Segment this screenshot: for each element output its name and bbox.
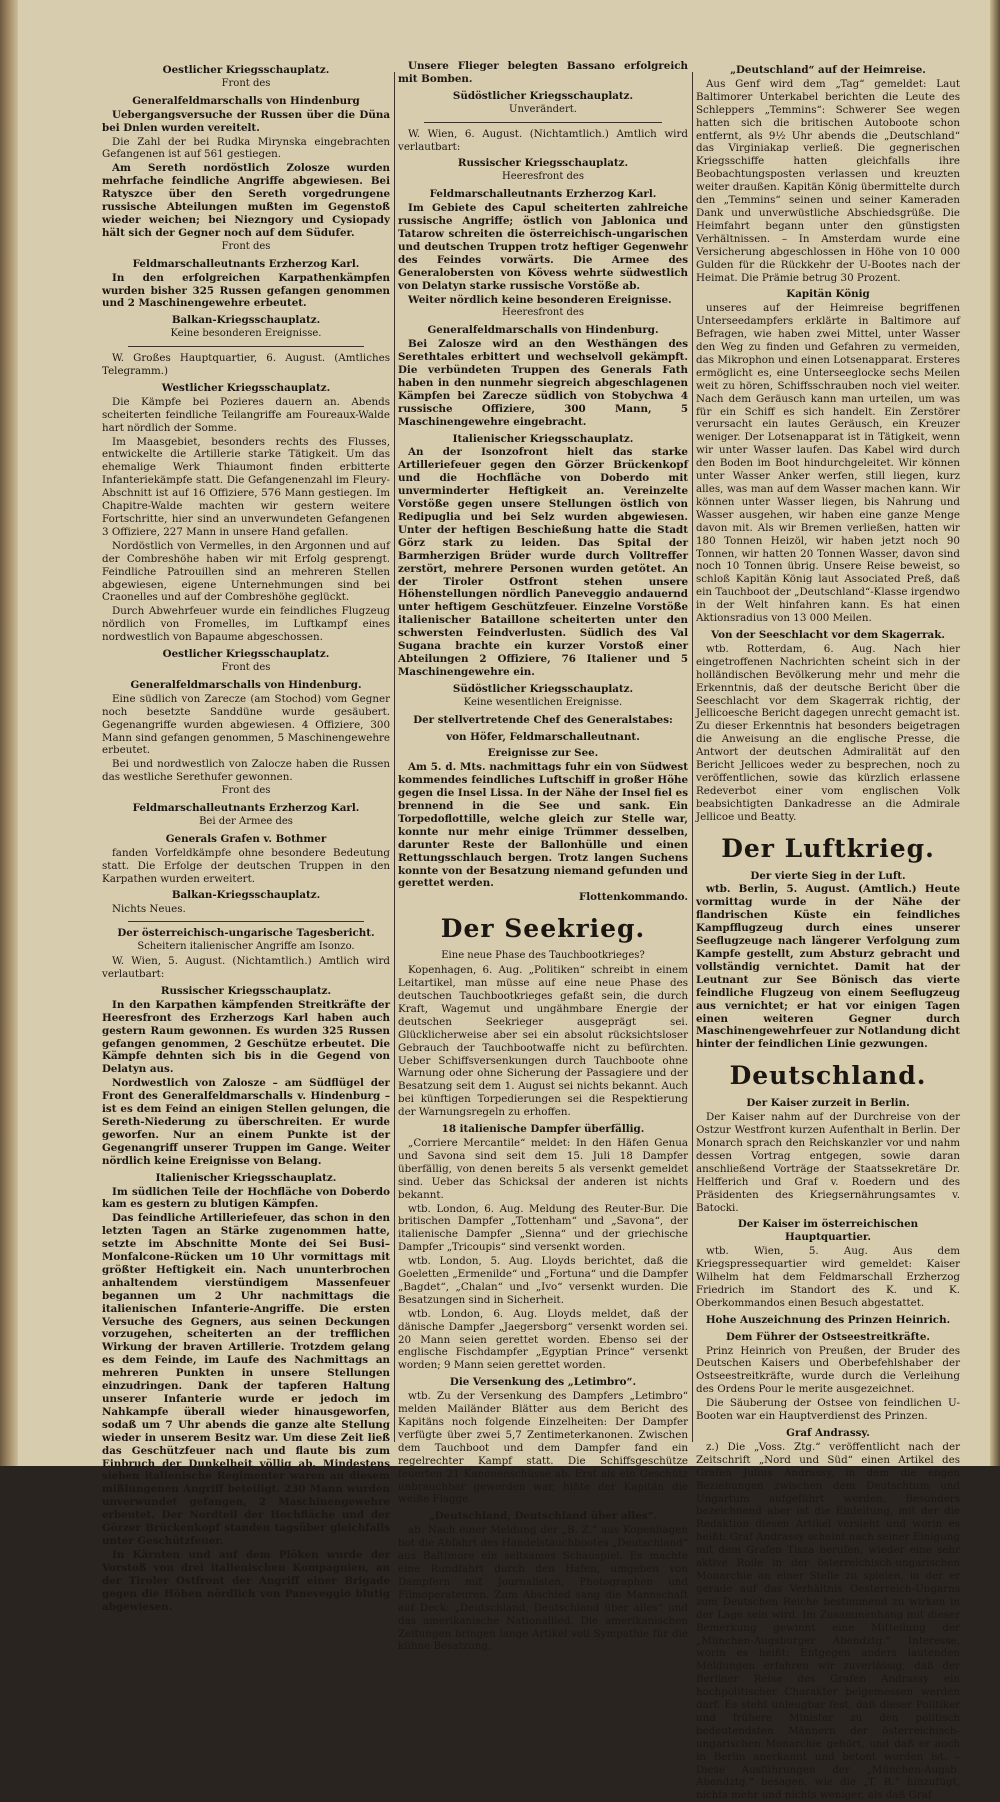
section-heading: Ereignisse zur See. [487, 747, 599, 760]
paragraph: wtb. London, 5. Aug. Lloyds berichtet, daß die Goeletten „Ermenilde“ und „Fortuna“ und die Dampfer „Bagdet“, „Chalan“ und „Ivo“ versenkt wurden. Die Besatzungen sind in Sicherheit. [398, 1255, 688, 1306]
paragraph: z.) Die „Voss. Ztg.“ veröffentlicht nach der Zeitschrift „Nord und Süd“ einen Artikel des Grafen Julius Andrassy, in dem die engen Beziehungen zwischen dem Deutschtum und Ungartum aufgeführt werden. Besonders bezeichnend aber ist die Einleitung, mit der die Redaktion diesen Artikel versieht und worin es heißt: Graf Andrassy scheint nach seiner Einigung mit dem Grafen Tisza berufen, wieder eine sehr aktive Rolle in der österreichisch-ungarischen Monarchie an einer Stelle zu spielen, in der er gerade auf das Verhältnis Oesterreich-Ungarns zum Deutschen Reiche bestimmend zu wirken in der Lage sein wird. Im Zusammenhang mit dieser Bemerkung gewinnt eine Mitteilung der „München-Augsburger Abendztg.“ Interesse, worin es heißt: Entgegen anders lautenden Meldungen erfahren wir zuverlässig, daß der Berliner Reise des Grafen Andrassy ein hochpolitischer Charakter beigemessen werden darf. Es steht unleugbar fest, daß dieser Politiker und frühere Minister zu den politisch bedeutendsten Männern der österreichisch-ungarischen Monarchie gehört, und daß er auch in Berlin anerkannt und betont worden ist. – Diese Ausführungen der „München-Augsb. Abendztg.“ besagen, wie die „T. R.“ hinzufügt, nichts mehr und nichts weniger, als daß Graf [696, 1440, 960, 1802]
paragraph: Unsere Flieger belegten Bassano erfolgreich mit Bomben. [398, 60, 688, 85]
paragraph: Im Gebiete des Capul scheiterten zahlreiche russische Angriffe; östlich von Jablonica und Tatarow schreiten die österreichisch-ungarischen und deutschen Truppen trotz heftiger Gegenwehr des Feindes vorwärts. Die Armee des Generalobersten von Kövess wehrte südwestlich von Delatyn starke russische Vorstöße ab. [398, 202, 688, 292]
front-heading: Bei der Armee des [199, 815, 293, 827]
article-subheading: Scheitern italienischer Angriffe am Isonzo. [137, 941, 355, 953]
front-heading: Feldmarschalleutnants Erzherzog Karl. [132, 802, 360, 815]
paragraph: Uebergangsversuche der Russen über die Düna bei Dnlen wurden vereitelt. [102, 108, 390, 134]
paragraph: In Kärnten und auf dem Plöken wurde der Vorstoß von drei italienischen Kompagnien, an der Tiroler Ostfront der Angriff einer Brigade gegen die Höhen nördlich von Paneveggio blutig abgewiesen. [102, 1548, 390, 1613]
paragraph: Im südlichen Teile der Hochfläche von Doberdo kam es gestern zu blutigen Kämpfen. [102, 1185, 390, 1211]
paragraph: In den erfolgreichen Karpathenkämpfen wurden bisher 325 Russen gefangen genommen und 2 Maschinengewehre erbeutet. [102, 271, 390, 310]
signature: Flottenkommando. [578, 891, 688, 904]
paragraph: An der Isonzofront hielt das starke Artilleriefeuer gegen den Görzer Brückenkopf und die Hochfläche von Doberdo mit unverminderter Heftigkeit an. Vereinzelte Vorstöße gegen unsere Stellungen östlich von Redipuglia und bei Selz wurden abgewiesen. Unter der heftigen Beschießung hatte die Stadt Görz stark zu leiden. Das Spital der Barmherzigen Brüder wurde durch Volltreffer zerstört, mehrere Personen wurden getötet. An der Tiroler Ostfront stehen unsere Höhenstellungen nördlich Paneveggio andauernd unter heftigem Geschützfeuer. Einzelne Vorstöße italienischer Bataillone scheiterten unter den schwersten Feindverlusten. Südlich des Val Sugana brachte ein kurzer Vorstoß einer Abteilungen 2 Offiziere, 76 Italiener und 5 Maschinengewehre ein. [398, 446, 688, 678]
article-heading: Von der Seeschlacht vor dem Skagerrak. [711, 628, 945, 641]
paragraph: fanden Vorfeldkämpfe ohne besondere Bedeutung statt. Die Erfolge der deutschen Truppen in den Karpathen wurden erweitert. [102, 846, 390, 885]
paragraph: Die Zahl der bei Rudka Mirynska eingebrachten Gefangenen ist auf 561 gestiegen. [102, 135, 390, 161]
front-heading: Heeresfront des [502, 307, 584, 319]
paragraph: Am Sereth nordöstlich Zolosze wurden mehrfache feindliche Angriffe abgewiesen. Bei Ratyszce über den Sereth vorgedrungene russische Abteilungen mußten im Gegenstoß wieder weichen; bei Niezngory und Cysiopady hält sich der Gegner noch auf dem Südufer. [102, 162, 390, 239]
article-heading: 18 italienische Dampfer überfällig. [441, 1123, 645, 1136]
dateline: W. Großes Hauptquartier, 6. August. (Amtliches Telegramm.) [102, 352, 390, 378]
column-2 [398, 60, 688, 1653]
paragraph: Nordöstlich von Vermelles, in den Argonnen und auf der Combreshöhe haben wir mit Erfolg gesprengt. Feindliche Patrouillen sind an mehreren Stellen abgewiesen, eigene Unternehmungen sind bei Craonelles und auf der Combreshöhe geglückt. [102, 539, 390, 604]
section-heading: Keine besonderen Ereignisse. [170, 328, 322, 340]
paragraph: Die Kämpfe bei Pozieres dauern an. Abends scheiterten feindliche Teilangriffe am Foureaux-Walde hart nördlich der Somme. [102, 395, 390, 434]
paragraph: unseres auf der Heimreise begriffenen Unterseedampfers erklärte in Baltimore auf Befragen, wie haben zwei Mittel, unter Wasser den Weg zu finden und Gefahren zu vermeiden, das Mikrophon und einen Lotsenapparat. Ersteres ermöglicht es, eine Unterseeglocke sechs Meilen weit zu hören, Schiffsschrauben noch viel weiter. Nach dem Geräusch kann man urteilen, um was für ein Schiff es sich handelt. Ein Zerstörer verursacht ein lautes Geräusch, ein Kreuzer weniger. Der Lotsenapparat ist in Tätigkeit, wenn wir unter Wasser laufen. Das Kabel wird durch den Boden im Boot hindurchgeleitet. Wir können unter Wasser Anker werfen, still liegen, kurz alles, was man auf dem Wasser machen kann. Wir können unter Wasser liegen, bis Nahrung und Wasser ausgehen, wir haben eine ganze Menge davon mit. Als wir Bremen verließen, hatten wir 180 Tonnen Heizöl, wir haben jetzt noch 90 Tonnen, wir hatten 20 Tonnen Wasser, davon sind noch 10 Tonnen übrig. Unsere Reise beweist, so schloß Kapitän König laut Associated Preß, daß ein Tauchboot der „Deutschland“-Klasse irgendwo in der Welt hinfahren kann. Es hat einen Aktionsradius von 13 000 Meilen. [696, 302, 960, 625]
paragraph: Am 5. d. Mts. nachmittags fuhr ein von Südwest kommendes feindliches Luftschiff in großer Höhe gegen die Insel Lissa. In der Nähe der Insel fiel es brennend in die See und sank. Ein Torpedoflottille, welche gleich zur Stelle war, konnte nur mehr einige Trümmer desselben, darunter Reste der Ballonhülle und einen Rettungsschlauch bergen. Trotz langen Suchens konnte von der Besatzung niemand gefunden und gerettet werden. [398, 761, 688, 890]
section-heading: Keine wesentlichen Ereignisse. [463, 696, 623, 708]
section-heading: Balkan-Kriegsschauplatz. [171, 314, 321, 327]
section-heading: Balkan-Kriegsschauplatz. [171, 889, 321, 902]
article-heading: Hohe Auszeichnung des Prinzen Heinrich. [705, 1313, 951, 1326]
section-title: Der Seekrieg. [440, 914, 646, 944]
article-heading: Der vierte Sieg in der Luft. [750, 869, 906, 882]
dateline: W. Wien, 6. August. (Nichtamtlich.) Amtlich wird verlautbart: [398, 127, 688, 153]
dateline: W. Wien, 5. August. (Nichtamtlich.) Amtlich wird verlautbart: [102, 955, 390, 980]
article-subheading: Dem Führer der Ostseestreitkräfte. [726, 1330, 930, 1343]
article-heading: Kapitän König [786, 288, 870, 301]
paragraph: Nordwestlich von Zalosze – am Südflügel der Front des Generalfeldmarschalls v. Hindenburg – ist es dem Feind an einigen Stellen gelungen, die Sereth-Niederung zu überschreiten. Er wurde geworfen. Nur an einem Punkte ist der Gegenangriff unserer Truppen im Gange. Weiter nördlich keine Ereignisse von Belang. [102, 1077, 390, 1167]
paragraph: Durch Abwehrfeuer wurde ein feindliches Flugzeug nördlich von Fromelles, im Luftkampf eines nordwestlich von Bapaume abgeschossen. [102, 605, 390, 644]
paragraph: Prinz Heinrich von Preußen, der Bruder des Deutschen Kaisers und Oberbefehlshaber der Ostseestreitkräfte, wurde durch die Verleihung des Ordens Pour le merite ausgezeichnet. [696, 1344, 960, 1396]
article-heading: Graf Andrassy. [786, 1427, 870, 1439]
paragraph: Das feindliche Artilleriefeuer, das schon in den letzten Tagen an Stärke zugenommen hatte, setzte im Abschnitte Monte dei Sei Busi–Monfalcone-Rücken um 10 Uhr vormittags mit größter Heftigkeit ein. Nach ununterbrochen anhaltendem vierstündigem Massenfeuer begannen um 2 Uhr nachmittags die italienischen Infanterie-Angriffe. Die ersten Versuche des Gegners, aus seinen Deckungen vorzugehen, scheiterten an der trefflichen Wirkung der braven Artillerie. Trotzdem gelang es dem Feinde, im Laufe des Nachmittags an mehreren Punkten in unsere Stellungen einzudringen. Dank der tapferen Haltung unserer Infanterie wurde er jedoch im Nahkampfe überall wieder hinausgeworfen, sodaß um 7 Uhr abends die ganze alte Stellung wieder in unserem Besitz war. Um diese Zeit ließ das Geschützfeuer nach und flaute bis zum Einbruch der Dunkelheit völlig ab. Mindestens sieben italienische Regimenter waren an diesem mißlungenen Angriff beteiligt. 230 Mann wurden unverwundet gefangen, 2 Maschinengewehre erbeutet. Der Nordteil der Hochfläche und der Görzer Brückenkopf standen tagsüber gleichfalls unter Geschützfeuer. [102, 1212, 390, 1547]
section-heading: Russischer Kriegsschauplatz. [160, 984, 332, 997]
article-heading: „Deutschland, Deutschland über alles“. [428, 1510, 658, 1523]
article-heading: „Deutschland“ auf der Heimreise. [730, 64, 926, 76]
section-heading: Oestlicher Kriegsschauplatz. [162, 64, 330, 76]
front-heading: Front des [221, 785, 271, 797]
page-edge [990, 0, 1000, 1466]
front-heading: Generalfeldmarschalls von Hindenburg. [130, 678, 362, 691]
signature-name: von Höfer, Feldmarschalleutnant. [446, 730, 640, 743]
section-title: Deutschland. [729, 1061, 927, 1091]
signature-title: Der stellvertretende Chef des Generalstabes: [413, 713, 673, 726]
article-heading: Der Kaiser im österreichischen Hauptquartier. [737, 1218, 919, 1244]
front-heading: Front des [221, 661, 271, 673]
paragraph: Im Maasgebiet, besonders rechts des Flusses, entwickelte die Artillerie starke Tätigkeit. Um das ehemalige Werk Thiaumont finden erbitterte Infanteriekämpfe statt. Die Gefangenenzahl im Fleury-Abschnitt ist auf 16 Offiziere, 576 Mann gestiegen. Im Chapitre-Walde machten wir gestern weitere Fortschritte, hier sind an unverwundeten Gefangenen 3 Offiziere, 227 Mann in unsere Hand gefallen. [102, 435, 390, 538]
article-heading: Die Versenkung des „Letimbro“. [449, 1376, 637, 1389]
paragraph: In den Karpathen kämpfenden Streitkräfte der Heeresfront des Erzherzogs Karl haben auch gestern Raum gewonnen. Es wurden 325 Russen gefangen genommen, 2 Geschütze erbeutet. Die Kämpfe dehnten sich bis in die Gegend von Delatyn aus. [102, 998, 390, 1076]
paragraph: wtb. Wien, 5. Aug. Aus dem Kriegspressequartier wird gemeldet: Kaiser Wilhelm hat dem Feldmarschall Erzherzog Friedrich im Standort des K. und K. Oberkommandos einen Besuch abgestattet. [696, 1245, 960, 1309]
section-title: Der Luftkrieg. [721, 833, 935, 863]
paragraph: wtb. Berlin, 5. August. (Amtlich.) Heute vormittag wurde in der Nähe der flandrischen Küste ein feindliches Kampfflugzeug durch eines unserer Seeflugzeuge nach längerer Verfolgung zum Kampfe gestellt, zum Absturz gebracht und vollständig vernichtet. Damit hat der Leutnant zur See Bönisch das vierte feindliche Flugzeug von einem Seeflugzeug aus vernichtet; er hat vor einigen Tagen einen weiteren Gegner durch Maschinengewehrfeuer zur Notlandung dicht hinter der feindlichen Linie gezwungen. [696, 883, 960, 1051]
front-heading: Generals Grafen v. Bothmer [165, 832, 327, 845]
paragraph: ab. Nach einer Meldung der „B. Z.“ aus Kopenhagen bot die Abfahrt des Handelstauchbootes „Deutschland“ aus Baltimore ein seltsames Schauspiel. Es machte eine Rundfahrt durch den Hafen, umgeben von Dampfern mit Journalisten, Photographen und Filmoperateuren. Zum Abschied sang die Mannschaft auf Deck: „Deutschland, Deutschland über alles“ und das amerikanische Nationallied. Die amerikanischen Zeitungen bringen lange Artikel voll Sympathie für die kühne Besatzung. [398, 1524, 688, 1653]
column-rule [394, 72, 395, 1442]
separator [128, 921, 364, 922]
section-heading: Oestlicher Kriegsschauplatz. [162, 648, 330, 661]
section-heading: Südöstlicher Kriegsschauplatz. [452, 89, 634, 102]
section-heading: Russischer Kriegsschauplatz. [457, 157, 629, 170]
paragraph: Aus Genf wird dem „Tag“ gemeldet: Laut Baltimorer Unterkabel berichten die Leute des Schleppers „Temmins“: Schwerer See wegen hatten sich die britischen Autoboote schon entfernt, als 9½ Uhr abends die „Deutschland“ das Virginiakap verließ. Die gegnerischen Kriegsschiffe hatten gleichfalls ihre Beobachtungsposten verlassen und kreuzten weiter draußen. Kapitän König übermittelte durch den „Temmins“ seinen und seiner Kameraden Dank und unverwüstliche Abschiedsgrüße. Die Heimfahrt begann unter den günstigsten Verhältnissen. – In Amsterdam wurde eine Versicherung abgeschlossen in Höhe von 10 000 Gulden für die Rückkehr der U-Bootes nach der Heimat. Die Prämie betrug 30 Prozent. [696, 77, 960, 284]
front-heading: Generalfeldmarschalls von Hindenburg. [427, 324, 659, 337]
article-heading: Eine neue Phase des Tauchbootkrieges? [441, 950, 645, 962]
article-heading: Der Kaiser zurzeit in Berlin. [746, 1097, 910, 1110]
page-binding [0, 0, 18, 1466]
paragraph: Die Säuberung der Ostsee von feindlichen U-Booten war ein Hauptverdienst des Prinzen. [696, 1397, 960, 1423]
paragraph: wtb. Rotterdam, 6. Aug. Nach hier eingetroffenen Nachrichten scheint sich in der holländischen Bevölkerung mehr und mehr die Erkenntnis, daß der deutsche Bericht über die Seeschlacht vor dem Skagerrak richtig, der Jellicoesche Bericht dagegen unrecht gemacht ist. Zu dieser Erkenntnis hat besonders beigetragen die Anweisung an die englische Presse, die Antwort der deutschen Admiralität auf den Bericht Jellicoes weder zu besprechen, noch zu veröffentlichen, sowie das kürzlich erlassene Redeverbot einer vom englischen Volk beabsichtigten Dankadresse an die Admirale Jellicoe und Beatty. [696, 642, 960, 823]
paragraph: Bei Zalosze wird an den Westhängen des Serethtales erbittert und wechselvoll gekämpft. Die verbündeten Truppen des Generals Fath haben in den nunmehr siegreich abgeschlagenen Kämpfen bei Zarecze südlich von Stobychwa 4 russische Offiziere, 300 Mann, 5 Maschinengewehre eingebracht. [398, 338, 688, 428]
paragraph: Bei und nordwestlich von Zalocze haben die Russen das westliche Serethufer gewonnen. [102, 758, 390, 784]
front-heading: Feldmarschalleutnants Erzherzog Karl. [429, 188, 657, 201]
front-heading: Feldmarschalleutnants Erzherzog Karl. [132, 257, 360, 270]
paragraph: Weiter nördlich keine besonderen Ereignisse. [408, 293, 672, 306]
column-1 [102, 60, 390, 1613]
paragraph: wtb. Zu der Versenkung des Dampfers „Letimbro“ melden Mailänder Blätter aus dem Bericht des Kapitäns noch folgende Einzelheiten: Der Dampfer verfügte über zwei 5,7 Zentimeterkanonen. Zwischen dem Tauchboot und dem Dampfer fand ein regelrechter Kampf statt. Die Schiffsgeschütze feuerten 21 Kanonenschüsse ab. Erst als ein Geschütz unbrauchbar geworden war, hißte der Kapitän die weiße Flagge. [398, 1390, 688, 1506]
separator [424, 122, 662, 123]
paragraph: wtb. London, 6. Aug. Lloyds meldet, daß der dänische Dampfer „Jaegersborg“ versenkt worden sei. 20 Mann seien gerettet worden. Ebenso sei der englische Fischdampfer „Egyptian Prince“ versenkt worden; 9 Mann seien gerettet worden. [398, 1307, 688, 1372]
paragraph: wtb. London, 6. Aug. Meldung des Reuter-Bur. Die britischen Dampfer „Tottenham“ und „Savona“, der italienische Dampfer „Sienna“ und der griechische Dampfer „Tricoupis“ sind versenkt worden. [398, 1202, 688, 1254]
column-rule [692, 72, 693, 1442]
front-heading: Front des [221, 77, 271, 89]
section-heading: Italienischer Kriegsschauplatz. [452, 432, 634, 445]
front-heading: Heeresfront des [502, 171, 584, 183]
paragraph: Eine südlich von Zarecze (am Stochod) vom Gegner noch besetzte Sanddüne wurde gesäubert. Gegenangriffe wurden abgewiesen. 4 Offiziere, 300 Mann sind gefangen genommen, 5 Maschinengewehre erbeutet. [102, 692, 390, 757]
paragraph: Nichts Neues. [112, 903, 186, 916]
section-heading: Italienischer Kriegsschauplatz. [155, 1171, 337, 1184]
column-3 [696, 60, 960, 1802]
section-heading: Westlicher Kriegsschauplatz. [161, 381, 331, 394]
front-heading: Front des [221, 240, 271, 252]
paragraph: „Corriere Mercantile“ meldet: In den Häfen Genua und Savona sind seit dem 15. Juli 18 Dampfer überfällig, von denen bereits 5 als versenkt gemeldet sind. Ueber das Schicksal der anderen ist nichts bekannt. [398, 1136, 688, 1201]
paragraph: Kopenhagen, 6. Aug. „Politiken“ schreibt in einem Leitartikel, man müsse auf eine neue Phase des deutschen Tauchbootkrieges gefaßt sein, die durch Kraft, Wagemut und ungähmbare Energie der deutschen Seekrieger ausgeprägt sei. Glücklicherweise aber sei ein absolut rücksichtsloser Gebrauch der Tauchbootwaffe nicht zu befürchten. Ueber Schiffsversenkungen durch Tauchboote ohne Warnung oder ohne Sicherung der Passagiere und der Besatzung seit dem 1. August sei nichts bekannt. Auch bei künftigen Torpedierungen sei die Respektierung der Warnungsregeln zu erhoffen. [398, 964, 688, 1119]
section-heading: Südöstlicher Kriegsschauplatz. [452, 682, 634, 695]
paragraph: Der Kaiser nahm auf der Durchreise von der Ostzur Westfront kurzen Aufenthalt in Berlin. Der Monarch sprach den Reichskanzler vor und nahm dessen Vortrag entgegen, sowie daran anschließend Vorträge der Staatssekretäre Dr. Helfferich und Graf v. Roedern und des Präsidenten des Kriegsernährungsamtes v. Batocki. [696, 1111, 960, 1214]
article-heading: Der österreichisch-ungarische Tagesbericht. [117, 927, 375, 940]
separator [128, 346, 364, 347]
front-heading: Generalfeldmarschalls von Hindenburg [132, 94, 360, 107]
section-heading: Unverändert. [509, 103, 577, 115]
